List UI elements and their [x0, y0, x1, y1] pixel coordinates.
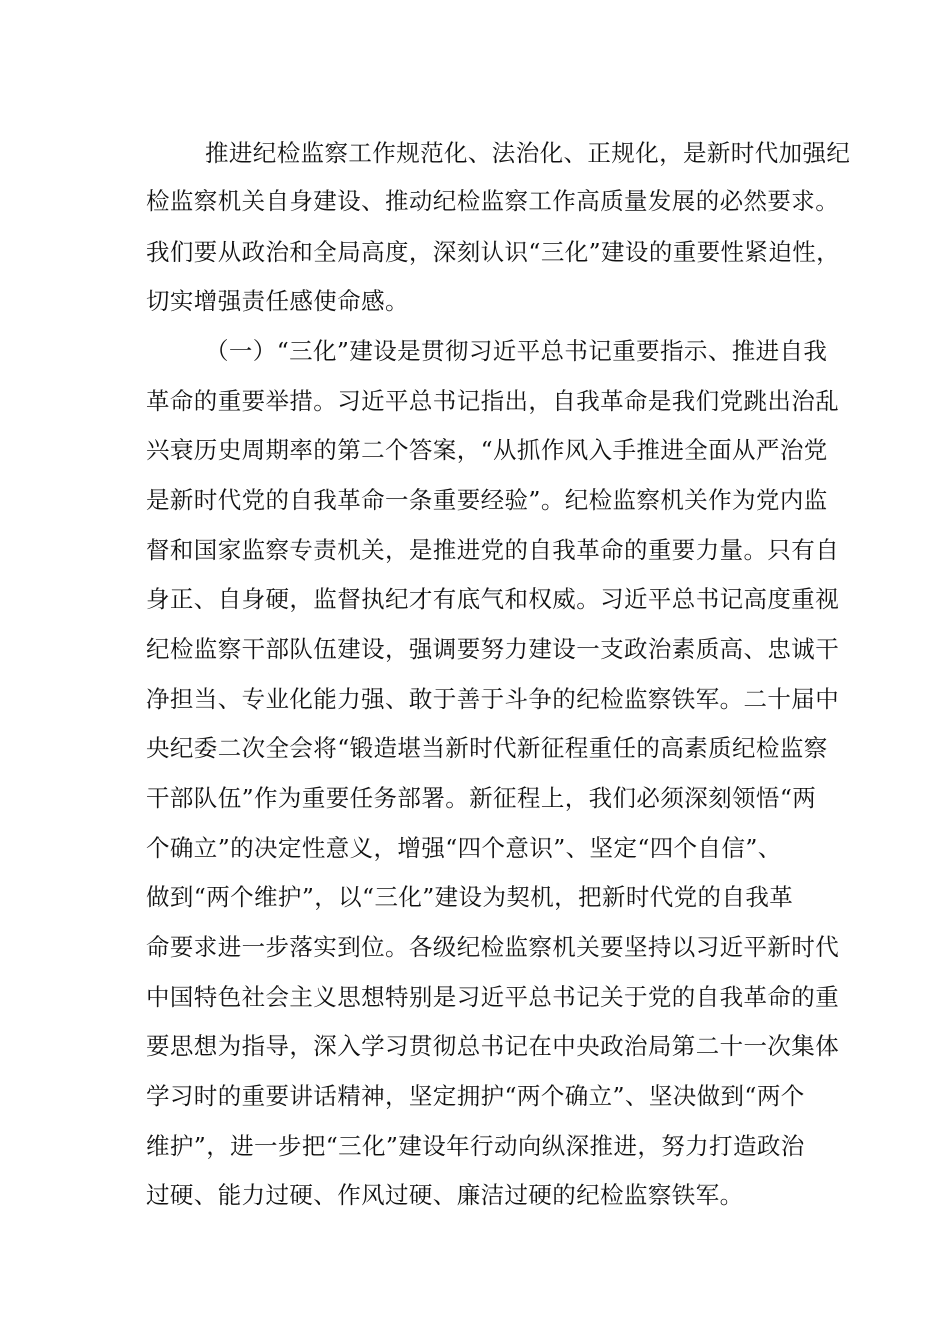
paragraph-line: 命要求进一步落实到位。各级纪检监察机关要坚持以习近平新时代: [146, 933, 840, 961]
paragraph-line: 个确立”的决定性意义，增强“四个意识”、坚定“四个自信”、: [146, 834, 782, 862]
paragraph-line: 做到“两个维护”，以“三化”建设为契机，把新时代党的自我革: [146, 883, 794, 911]
paragraph-line: 切实增强责任感使命感。: [146, 287, 409, 315]
paragraph-line: 是新时代党的自我革命一条重要经验”。纪检监察机关作为党内监: [146, 486, 828, 514]
paragraph-line: 干部队伍”作为重要任务部署。新征程上，我们必须深刻领悟“两: [146, 784, 817, 812]
paragraph-line: 兴衰历史周期率的第二个答案，“从抓作风入手推进全面从严治党: [146, 436, 828, 464]
paragraph-line: 推进纪检监察工作规范化、法治化、正规化，是新时代加强纪: [205, 139, 851, 167]
paragraph-line: 我们要从政治和全局高度，深刻认识“三化”建设的重要性紧迫性，: [146, 238, 841, 266]
paragraph-line: 督和国家监察专责机关，是推进党的自我革命的重要力量。只有自: [146, 536, 840, 564]
paragraph-line: 净担当、专业化能力强、敢于善于斗争的纪检监察铁军。二十届中: [146, 685, 840, 713]
paragraph-line: 纪检监察干部队伍建设，强调要努力建设一支政治素质高、忠诚干: [146, 635, 840, 663]
paragraph-line: 身正、自身硬，监督执纪才有底气和权威。习近平总书记高度重视: [146, 585, 840, 613]
paragraph-line: 维护”，进一步把“三化”建设年行动向纵深推进，努力打造政治: [146, 1132, 805, 1160]
paragraph-line: 要思想为指导，深入学习贯彻总书记在中央政治局第二十一次集体: [146, 1032, 840, 1060]
paragraph-line: 检监察机关自身建设、推动纪检监察工作高质量发展的必然要求。: [146, 187, 840, 215]
paragraph-line: 过硬、能力过硬、作风过硬、廉洁过硬的纪检监察铁军。: [146, 1181, 744, 1209]
paragraph-line: 学习时的重要讲话精神，坚定拥护“两个确立”、坚决做到“两个: [146, 1082, 805, 1110]
paragraph-line: （一）“三化”建设是贯彻习近平总书记重要指示、推进自我: [205, 337, 828, 365]
paragraph-line: 央纪委二次全会将“锻造堪当新时代新征程重任的高素质纪检监察: [146, 734, 828, 762]
paragraph-line: 中国特色社会主义思想特别是习近平总书记关于党的自我革命的重: [146, 983, 840, 1011]
paragraph-line: 革命的重要举措。习近平总书记指出，自我革命是我们党跳出治乱: [146, 387, 840, 415]
